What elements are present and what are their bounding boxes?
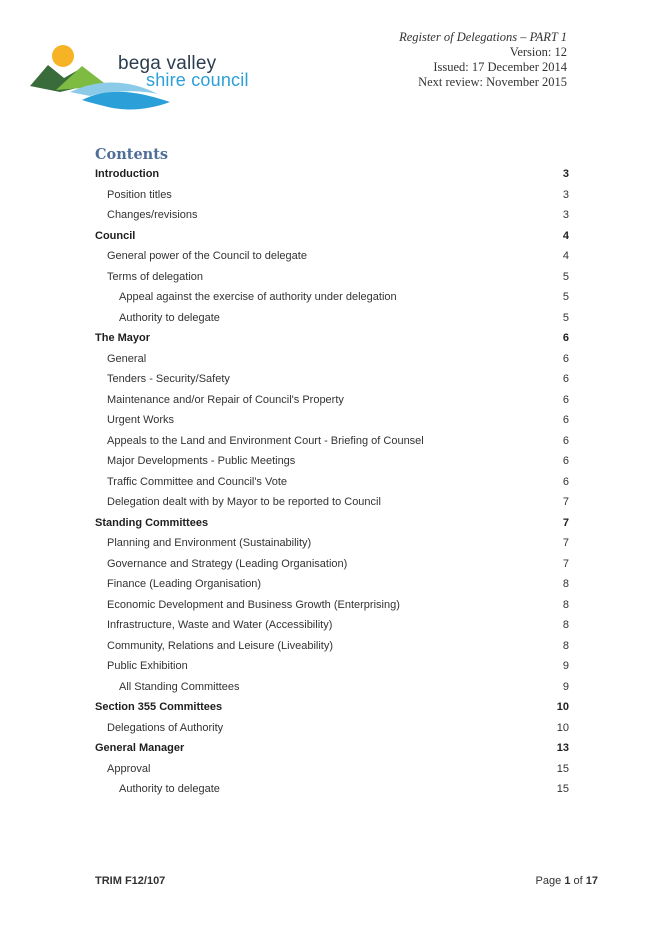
table-of-contents <box>95 164 569 800</box>
toc-entry[interactable] <box>95 390 569 411</box>
toc-entry-page: 3 <box>562 209 569 221</box>
toc-entry-page: 6 <box>562 352 569 365</box>
toc-entry-title: Appeals to the Land and Environment Court - Briefing of Counsel <box>107 434 424 447</box>
toc-entry[interactable] <box>95 472 569 493</box>
footer-page-number <box>536 875 598 887</box>
toc-entry-page: 3 <box>562 188 569 201</box>
toc-entry-title: The Mayor <box>95 332 151 344</box>
logo-text-line2: shire council <box>146 70 249 90</box>
toc-entry-title: Tenders - Security/Safety <box>107 373 230 385</box>
toc-entry-page: 15 <box>556 783 569 795</box>
logo-text-line1: bega valley <box>118 53 217 74</box>
toc-entry[interactable] <box>95 677 569 698</box>
toc-entry-page: 13 <box>556 742 569 754</box>
header-issued: Issued: 17 December 2014 <box>433 60 567 74</box>
toc-entry-title: Finance (Leading Organisation) <box>107 578 262 590</box>
toc-entry[interactable] <box>95 410 569 431</box>
header-version: Version: 12 <box>509 45 567 59</box>
toc-entry-title: Appeal against the exercise of authority under delegation <box>119 291 397 303</box>
toc-entry[interactable] <box>95 287 569 308</box>
toc-entry-title: Community, Relations and Leisure (Liveability) <box>107 639 334 652</box>
toc-entry[interactable] <box>95 595 569 616</box>
toc-entry-title: Terms of delegation <box>107 270 203 283</box>
toc-entry-title: Introduction <box>95 168 160 180</box>
toc-entry[interactable] <box>95 349 569 370</box>
toc-entry-title: General Manager <box>95 742 185 754</box>
footer-page-total: 17 <box>585 875 598 887</box>
toc-entry[interactable] <box>95 369 569 390</box>
contents-heading: Contents <box>95 146 169 163</box>
toc-entry-page: 10 <box>556 721 569 734</box>
toc-entry-page: 5 <box>562 270 569 283</box>
council-logo <box>30 40 250 115</box>
toc-entry-page: 8 <box>562 578 569 590</box>
toc-entry[interactable] <box>95 267 569 288</box>
toc-entry-page: 8 <box>562 639 569 652</box>
toc-entry-page: 9 <box>562 680 569 693</box>
toc-entry-title: Standing Committees <box>95 516 209 529</box>
toc-entry-page: 3 <box>562 168 569 180</box>
toc-entry-title: General <box>107 352 147 365</box>
toc-entry-page: 7 <box>562 537 569 549</box>
toc-entry-title: Authority to delegate <box>119 311 220 324</box>
toc-entry-title: Section 355 Committees <box>95 701 223 713</box>
toc-entry[interactable] <box>95 246 569 267</box>
footer-page-current: 1 <box>564 875 571 887</box>
toc-entry[interactable] <box>95 328 569 349</box>
toc-entry-title: Maintenance and/or Repair of Council's Property <box>107 393 344 406</box>
toc-entry-page: 6 <box>562 455 569 467</box>
toc-entry-page: 8 <box>562 598 569 611</box>
toc-entry-page: 7 <box>562 557 569 570</box>
toc-entry[interactable] <box>95 759 569 780</box>
toc-entry-title: General power of the Council to delegate <box>107 250 307 262</box>
toc-entry-title: Public Exhibition <box>107 660 188 672</box>
toc-entry-title: All Standing Committees <box>119 680 240 693</box>
toc-entry-page: 10 <box>556 701 569 713</box>
toc-entry[interactable] <box>95 164 569 185</box>
toc-entry-title: Authority to delegate <box>119 783 220 795</box>
toc-entry[interactable] <box>95 636 569 657</box>
toc-entry-title: Economic Development and Business Growth (Enterprising) <box>107 598 400 611</box>
toc-entry[interactable] <box>95 533 569 554</box>
toc-entry-title: Traffic Committee and Council's Vote <box>107 475 288 488</box>
toc-entry[interactable] <box>95 574 569 595</box>
toc-entry-page: 4 <box>562 250 569 262</box>
toc-entry-title: Major Developments - Public Meetings <box>107 455 296 467</box>
toc-entry-page: 9 <box>562 660 569 672</box>
header-next-review: Next review: November 2015 <box>418 75 567 89</box>
toc-entry[interactable] <box>95 554 569 575</box>
toc-entry[interactable] <box>95 738 569 759</box>
toc-entry-page: 8 <box>562 619 569 631</box>
toc-entry-page: 7 <box>562 496 569 508</box>
toc-entry[interactable] <box>95 451 569 472</box>
toc-entry-title: Council <box>95 229 136 242</box>
toc-entry-page: 6 <box>562 393 569 406</box>
footer-trim-reference: TRIM F12/107 <box>95 875 166 887</box>
toc-entry-page: 4 <box>562 229 569 242</box>
toc-entry-title: Changes/revisions <box>107 209 198 221</box>
toc-entry-page: 7 <box>562 516 569 529</box>
toc-entry[interactable] <box>95 185 569 206</box>
toc-entry-title: Delegation dealt with by Mayor to be reported to Council <box>107 496 381 508</box>
toc-entry-page: 6 <box>562 332 569 344</box>
toc-entry-title: Urgent Works <box>107 414 175 426</box>
header-title: Register of Delegations – PART 1 <box>399 30 567 44</box>
toc-entry[interactable] <box>95 656 569 677</box>
toc-entry-page: 15 <box>556 762 569 775</box>
toc-entry[interactable] <box>95 431 569 452</box>
toc-entry[interactable] <box>95 205 569 226</box>
toc-entry-title: Planning and Environment (Sustainability) <box>107 537 312 549</box>
toc-entry-page: 6 <box>562 414 569 426</box>
toc-entry-page: 6 <box>562 475 569 488</box>
toc-entry-title: Infrastructure, Waste and Water (Accessibility) <box>107 619 333 631</box>
toc-entry-title: Position titles <box>107 188 172 201</box>
toc-entry[interactable] <box>95 779 569 800</box>
toc-entry-page: 5 <box>562 291 569 303</box>
toc-entry[interactable] <box>95 718 569 739</box>
footer-page-word: Page <box>535 875 562 887</box>
toc-entry[interactable] <box>95 226 569 247</box>
toc-entry-page: 6 <box>562 373 569 385</box>
toc-entry[interactable] <box>95 615 569 636</box>
toc-entry-title: Governance and Strategy (Leading Organisation) <box>107 557 348 570</box>
toc-entry-title: Delegations of Authority <box>107 721 224 734</box>
toc-entry-page: 5 <box>562 311 569 324</box>
toc-entry-page: 6 <box>562 434 569 447</box>
toc-entry[interactable] <box>95 697 569 718</box>
toc-entry[interactable] <box>95 492 569 513</box>
toc-entry-title: Approval <box>107 762 151 775</box>
toc-entry[interactable] <box>95 513 569 534</box>
toc-entry[interactable] <box>95 308 569 329</box>
footer-of-word: of <box>573 875 583 887</box>
document-header <box>399 30 567 90</box>
